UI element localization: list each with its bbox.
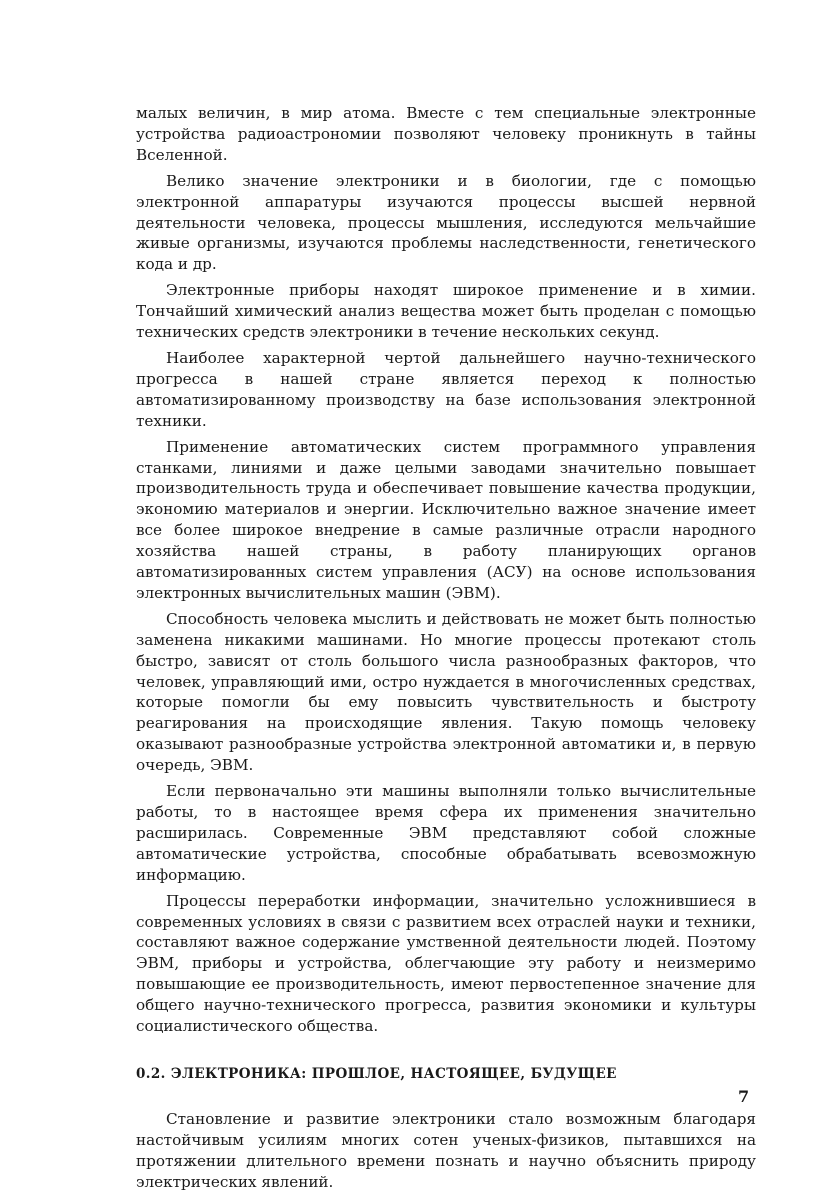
paragraph-automation: Наиболее характерной чертой дальнейшего научно-технического прогресса в нашей стране является переход к полностью автоматизированному производству на базе использования электронной техники. xyxy=(136,348,756,430)
paragraph-information-processing: Процессы переработки информации, значительно усложнившиеся в современных условиях в связи с развитием всех отраслей науки и техники, составляют важное содержание умственной деятельности людей. Поэтому ЭВМ, приборы и устройства, облегчающие эту работу и неизмеримо повышающие ее производительность, имеют первостепенное значение для общего научно-технического прогресса, развития экономики и культуры социалистического общества. xyxy=(136,891,756,1036)
paragraph-section-intro: Становление и развитие электроники стало возможным благодаря настойчивым усилиям многих сотен ученых-физиков, пытавшихся на протяжении длительного времени познать и научно объяснить природу электрических явлений. xyxy=(136,1109,756,1191)
section-heading: 0.2. ЭЛЕКТРОНИКА: ПРОШЛОЕ, НАСТОЯЩЕЕ, БУДУЩЕЕ xyxy=(136,1065,617,1082)
paragraph-chemistry: Электронные приборы находят широкое применение и в химии. Тончайший химический анализ вещества может быть проделан с помощью технических средств электроники в течение нескольких секунд. xyxy=(136,281,756,342)
paragraph-biology: Велико значение электроники и в биологии, где с помощью электронной аппаратуры изучаются процессы высшей нервной деятельности человека, процессы мышления, исследуются мельчайшие живые организмы, изучаются проблемы наследственности, генетического кода и др. xyxy=(136,171,756,274)
paragraph-computers: Если первоначально эти машины выполняли только вычислительные работы, то в настоящее время сфера их применения значительно расширилась. Современные ЭВМ представляют собой сложные автоматические устройства, способные обрабатывать всевозможную информацию. xyxy=(136,782,756,884)
page-body xyxy=(136,103,756,1198)
page-number: 7 xyxy=(738,1087,750,1106)
paragraph-continuation: малых величин, в мир атома. Вместе с тем специальные электронные устройства радиоастрономии позволяют человеку проникнуть в тайны Вселенной. xyxy=(136,104,756,164)
paragraph-control-systems: Применение автоматических систем программного управления станками, линиями и даже целыми заводами значительно повышает производительность труда и обеспечивает повышение качества продукции, экономию материалов и энергии. Исключительно важное значение имеет все более широкое внедрение в самые различные отрасли народного хозяйства нашей страны, в работу планирующих органов автоматизированных систем управления (АСУ) на основе использования электронных вычислительных машин (ЭВМ). xyxy=(136,437,756,602)
paragraph-human-ability: Способность человека мыслить и действовать не может быть полностью заменена никакими машинами. Но многие процессы протекают столь быстро, зависят от столь большого числа разнообразных факторов, что человек, управляющий ими, остро нуждается в многочисленных средствах, которые помогли бы ему повысить чувствительность и быстроту реагирования на происходящие явления. Такую помощь человеку оказывают разнообразные устройства электронной автоматики и, в первую очередь, ЭВМ. xyxy=(136,609,756,775)
